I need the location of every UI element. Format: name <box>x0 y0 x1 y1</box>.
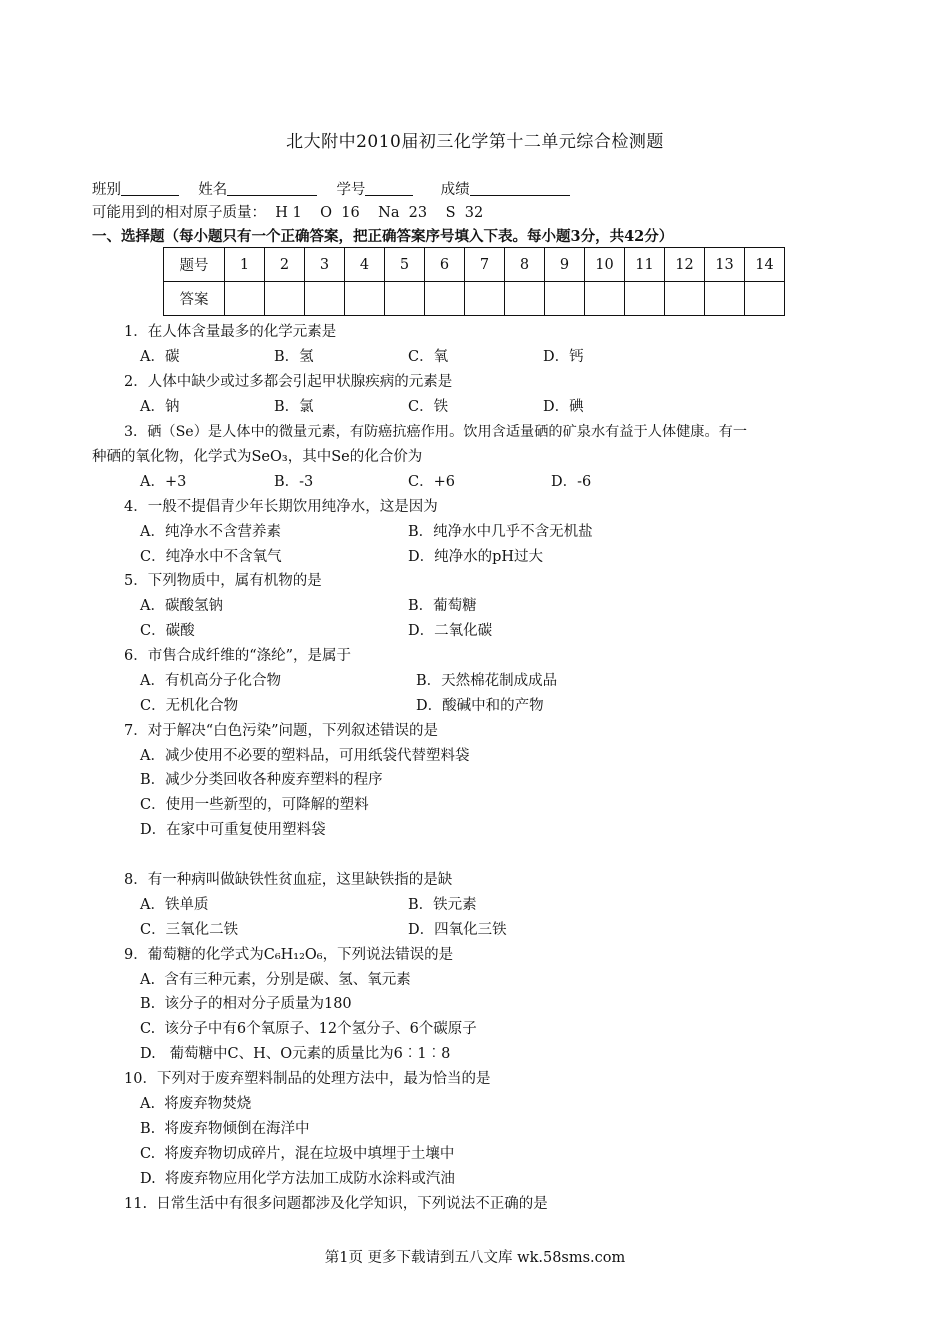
question-number-cell: 6 <box>425 248 465 282</box>
name-label: 姓名 <box>198 182 228 198</box>
question-number-cell: 11 <box>625 248 665 282</box>
q2-option-d: D．碘 <box>543 399 584 415</box>
q10-option-b: B. 将废弃物倾倒在海洋中 <box>140 1121 310 1137</box>
answer-cell[interactable] <box>705 282 745 316</box>
question-number-cell: 13 <box>705 248 745 282</box>
answer-cell[interactable] <box>625 282 665 316</box>
q4-option-d: D．纯净水的pH过大 <box>408 549 544 565</box>
answer-cell[interactable] <box>545 282 585 316</box>
answer-cell[interactable] <box>305 282 345 316</box>
question-number-cell: 3 <box>305 248 345 282</box>
q3-option-b: B．-3 <box>274 474 314 490</box>
q3-option-c: C．+6 <box>408 474 455 490</box>
answer-cell[interactable] <box>265 282 305 316</box>
number-label: 学号 <box>336 182 366 198</box>
answer-cell[interactable] <box>385 282 425 316</box>
question-2: 2．人体中缺少或过多都会引起甲状腺疾病的元素是 <box>124 374 453 390</box>
question-number-cell: 10 <box>585 248 625 282</box>
page-title: 北大附中2010届初三化学第十二单元综合检测题 <box>286 132 664 152</box>
answer-cell[interactable] <box>665 282 705 316</box>
q8-option-a: A．铁单质 <box>140 897 209 913</box>
q3-option-d: D．-6 <box>551 474 592 490</box>
q1-option-b: B．氢 <box>274 349 314 365</box>
question-number-cell: 5 <box>385 248 425 282</box>
q2-option-c: C．铁 <box>408 399 449 415</box>
question-number-cell: 1 <box>225 248 265 282</box>
q9-option-c: C. 该分子中有6个氧原子、12个氢分子、6个碳原子 <box>140 1021 477 1037</box>
answer-cell[interactable] <box>225 282 265 316</box>
answer-label: 答案 <box>164 282 225 316</box>
q7-option-d: D．在家中可重复使用塑料袋 <box>140 822 326 838</box>
q1-option-c: C．氧 <box>408 349 449 365</box>
answer-cell[interactable] <box>585 282 625 316</box>
question-10: 10．下列对于废弃塑料制品的处理方法中，最为恰当的是 <box>124 1071 491 1087</box>
answer-table-header-row <box>164 248 785 282</box>
q8-option-d: D．四氧化三铁 <box>408 922 507 938</box>
question-9: 9．葡萄糖的化学式为C₆H₁₂O₆，下列说法错误的是 <box>124 947 454 963</box>
name-blank[interactable] <box>227 181 317 196</box>
q5-option-d: D．二氧化碳 <box>408 623 493 639</box>
question-number-cell: 4 <box>345 248 385 282</box>
question-number-cell: 14 <box>745 248 785 282</box>
number-blank[interactable] <box>365 181 413 196</box>
q10-option-a: A. 将废弃物焚烧 <box>140 1096 252 1112</box>
q6-option-d: D．酸碱中和的产物 <box>416 698 544 714</box>
question-8: 8．有一种病叫做缺铁性贫血症，这里缺铁指的是缺 <box>124 872 453 888</box>
q6-option-b: B．天然棉花制成成品 <box>416 673 558 689</box>
class-label: 班别 <box>92 182 121 198</box>
q1-option-d: D．钙 <box>543 349 584 365</box>
q8-option-b: B．铁元素 <box>408 897 477 913</box>
score-blank[interactable] <box>470 181 570 196</box>
atomic-mass-line: 可能用到的相对原子质量： H 1 O 16 Na 23 S 32 <box>92 205 484 221</box>
q7-option-c: C．使用一些新型的，可降解的塑料 <box>140 797 369 813</box>
section-heading: 一、选择题（每小题只有一个正确答案，把正确答案序号填入下表。每小题3分，共42分） <box>92 228 674 245</box>
q9-option-a: A. 含有三种元素，分别是碳、氢、氧元素 <box>140 972 411 988</box>
q8-option-c: C．三氧化二铁 <box>140 922 239 938</box>
question-number-cell: 7 <box>465 248 505 282</box>
q5-option-c: C．碳酸 <box>140 623 195 639</box>
question-5: 5．下列物质中，属有机物的是 <box>124 573 322 589</box>
q6-option-a: A．有机高分子化合物 <box>140 673 281 689</box>
question-number-cell: 9 <box>545 248 585 282</box>
answer-table <box>163 247 785 316</box>
score-label: 成绩 <box>440 182 470 198</box>
q4-option-b: B．纯净水中几乎不含无机盐 <box>408 524 593 540</box>
answer-cell[interactable] <box>465 282 505 316</box>
answer-cell[interactable] <box>425 282 465 316</box>
answer-cell[interactable] <box>345 282 385 316</box>
q9-option-d: D. 葡萄糖中C、H、O元素的质量比为6︰1︰8 <box>140 1046 451 1062</box>
question-number-cell: 12 <box>665 248 705 282</box>
page-footer: 第1页 更多下载请到五八文库 wk.58sms.com <box>324 1250 626 1266</box>
q4-option-c: C．纯净水中不含氧气 <box>140 549 282 565</box>
answer-cell[interactable] <box>505 282 545 316</box>
student-info-line <box>92 180 570 200</box>
question-1: 1．在人体含量最多的化学元素是 <box>124 324 337 340</box>
q9-option-b: B. 该分子的相对分子质量为180 <box>140 996 352 1012</box>
question-number-label: 题号 <box>164 248 225 282</box>
question-6: 6．市售合成纤维的“涤纶”，是属于 <box>124 648 352 664</box>
class-blank[interactable] <box>121 181 179 196</box>
q5-option-a: A．碳酸氢钠 <box>140 598 223 614</box>
q3-option-a: A．+3 <box>140 474 187 490</box>
question-number-cell: 8 <box>505 248 545 282</box>
q2-option-a: A．钠 <box>140 399 180 415</box>
q6-option-c: C．无机化合物 <box>140 698 239 714</box>
question-7: 7．对于解决“白色污染”问题，下列叙述错误的是 <box>124 723 439 739</box>
q4-option-a: A．纯净水不含营养素 <box>140 524 281 540</box>
answer-cell[interactable] <box>745 282 785 316</box>
question-4: 4．一般不提倡青少年长期饮用纯净水，这是因为 <box>124 499 438 515</box>
question-3-line-2: 种硒的氧化物，化学式为SeO₃，其中Se的化合价为 <box>92 449 423 465</box>
question-11: 11. 日常生活中有很多问题都涉及化学知识，下列说法不正确的是 <box>124 1196 548 1212</box>
question-number-cell: 2 <box>265 248 305 282</box>
q5-option-b: B．葡萄糖 <box>408 598 477 614</box>
q2-option-b: B．氯 <box>274 399 314 415</box>
answer-table-answer-row <box>164 282 785 316</box>
q1-option-a: A．碳 <box>140 349 180 365</box>
q10-option-c: C. 将废弃物切成碎片，混在垃圾中填埋于土壤中 <box>140 1146 455 1162</box>
q10-option-d: D. 将废弃物应用化学方法加工成防水涂料或汽油 <box>140 1171 455 1187</box>
q7-option-a: A．减少使用不必要的塑料品，可用纸袋代替塑料袋 <box>140 748 470 764</box>
q7-option-b: B．减少分类回收各种废弃塑料的程序 <box>140 772 383 788</box>
question-3-line-1: 3．硒（Se）是人体中的微量元素，有防癌抗癌作用。饮用含适量硒的矿泉水有益于人体健康。有一 <box>124 424 748 440</box>
